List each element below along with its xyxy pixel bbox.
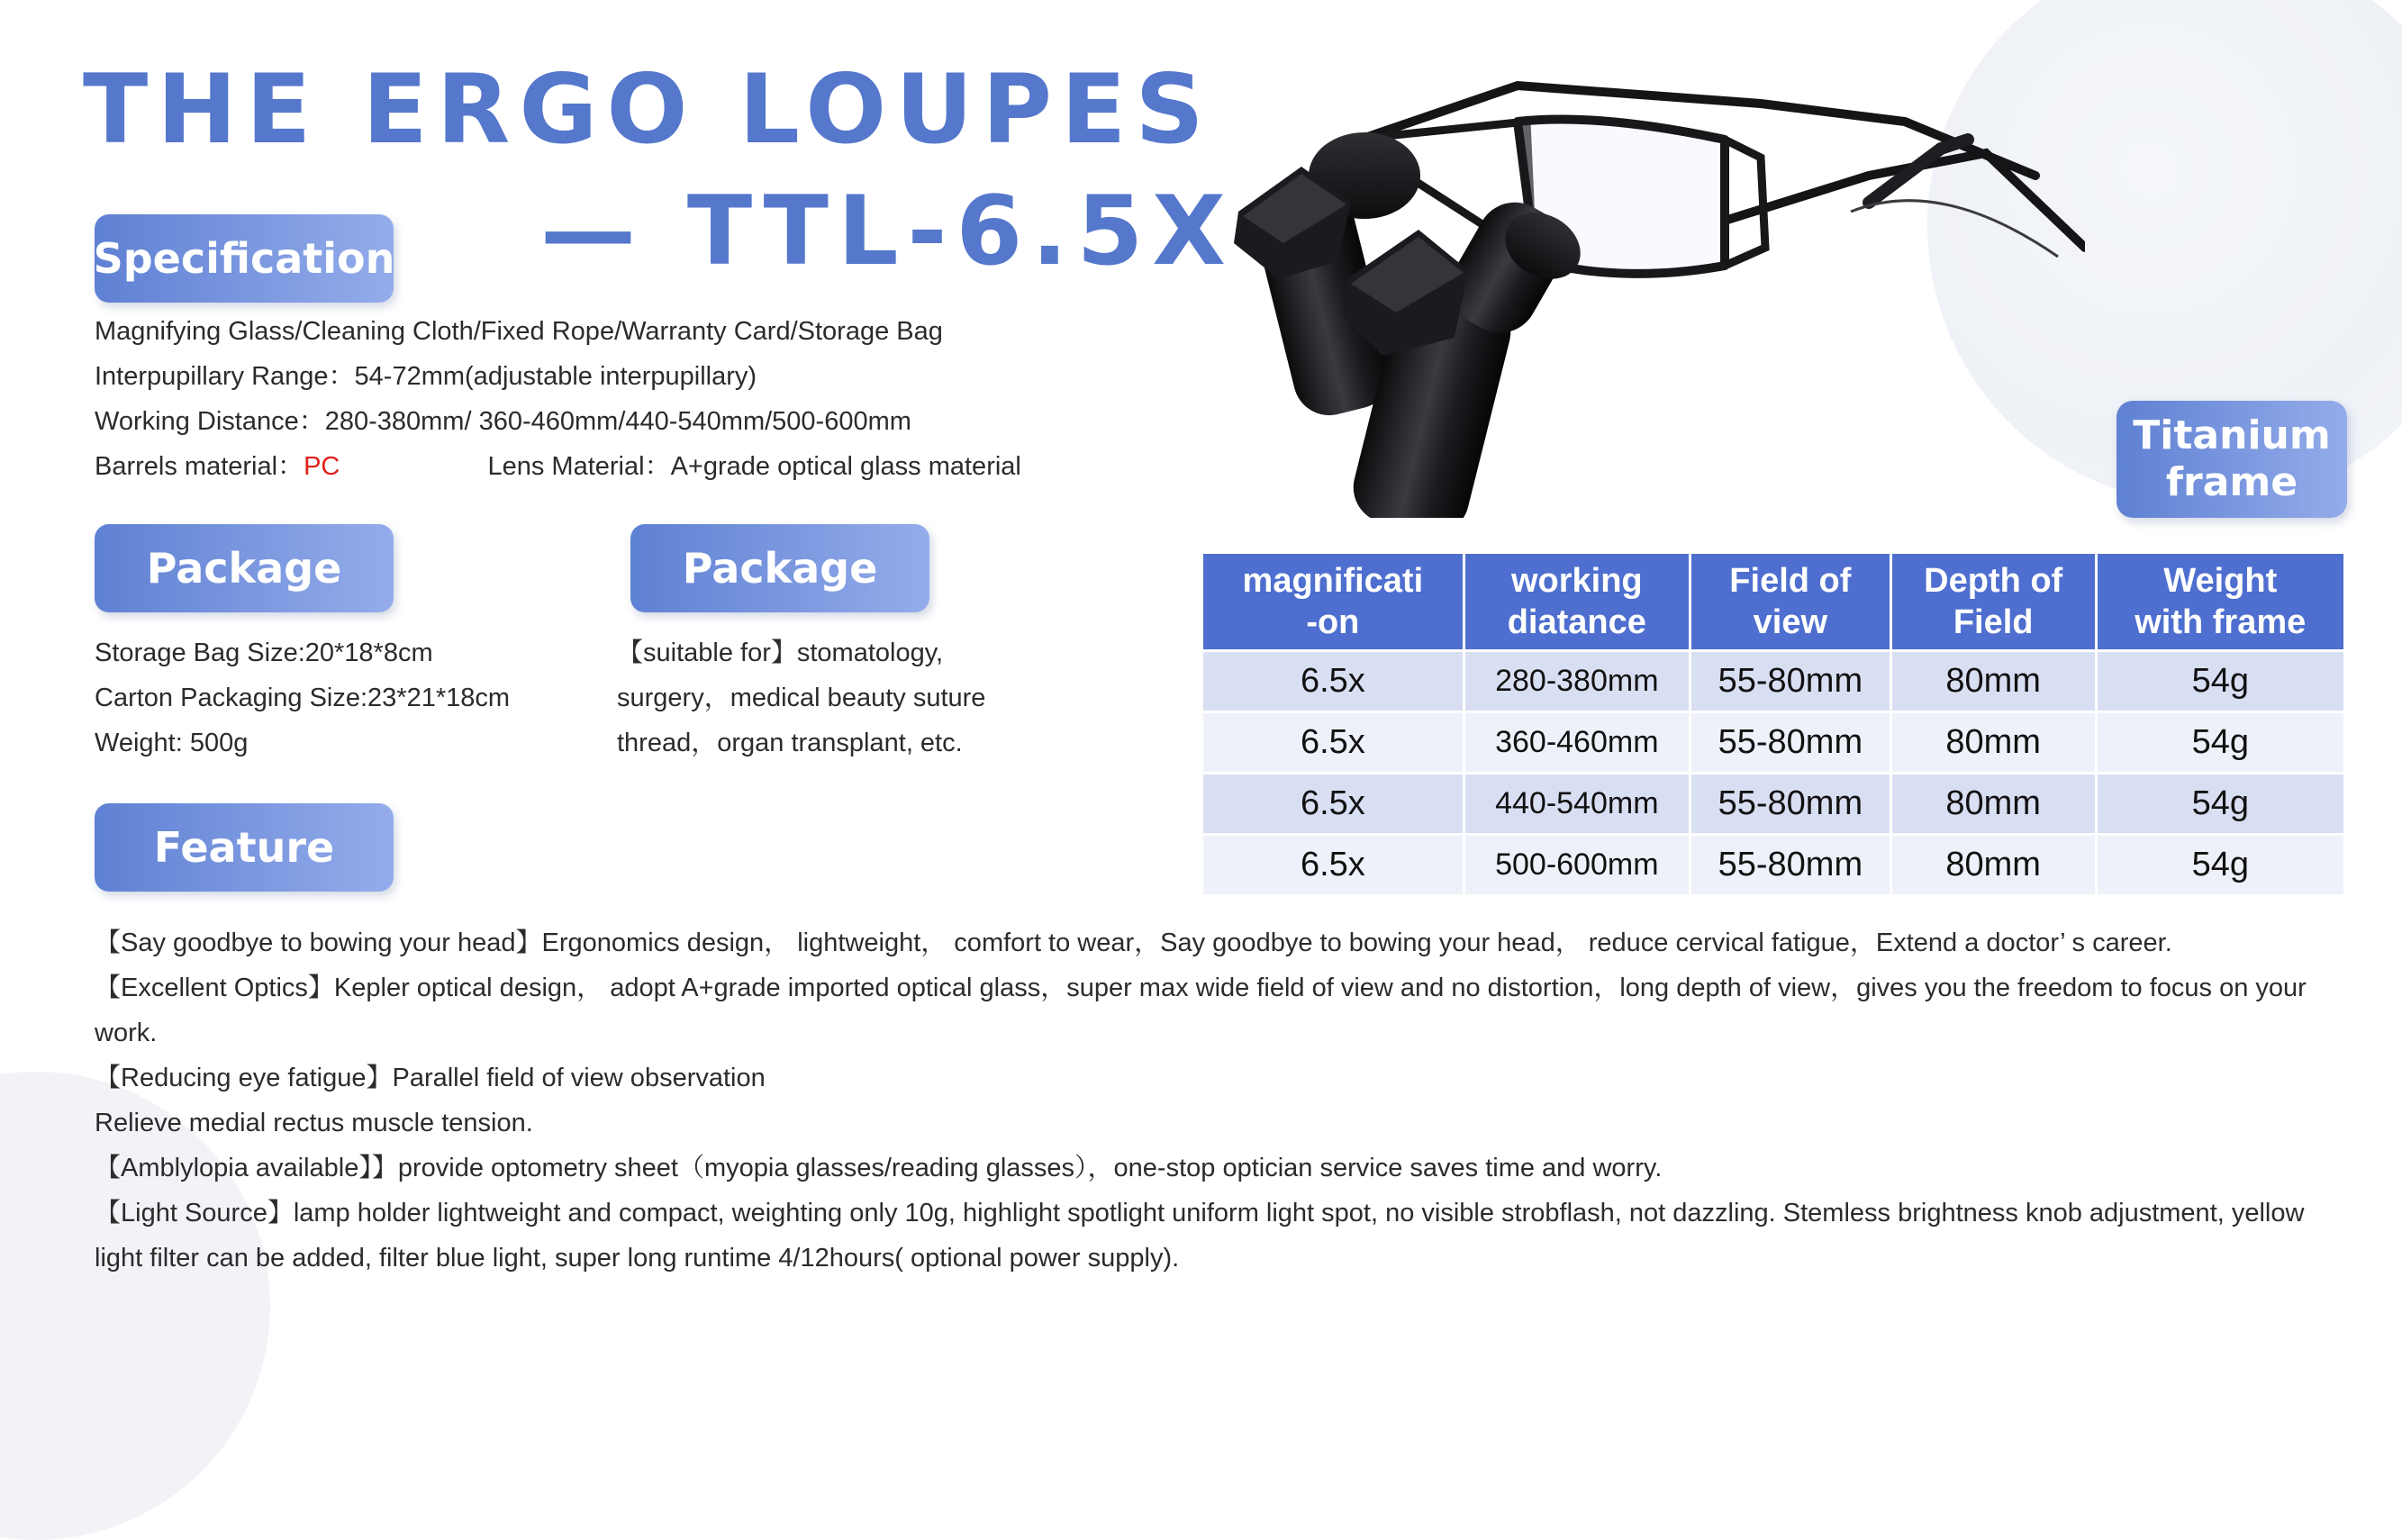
header-weight bbox=[2098, 554, 2343, 649]
barrels-value: PC bbox=[304, 452, 340, 481]
application-line: 【suitable for】stomatology, bbox=[617, 639, 944, 667]
feature-heading: Feature bbox=[95, 803, 394, 892]
cell-magnification: 6.5x bbox=[1203, 775, 1463, 833]
spec-line-materials bbox=[95, 444, 1021, 489]
package-line: Storage Bag Size:20*18*8cm bbox=[95, 639, 433, 667]
spec-line-interpupillary: Interpupillary Range：54-72mm(adjustable interpupillary) bbox=[95, 362, 757, 391]
cell-field-of-view: 55-80mm bbox=[1691, 713, 1890, 772]
feature-item: Relieve medial rectus muscle tension. bbox=[95, 1109, 533, 1137]
lens-material: Lens Material：A+grade optical glass material bbox=[487, 452, 1021, 481]
cell-weight: 54g bbox=[2098, 713, 2343, 772]
header-text: Depth of bbox=[1924, 562, 2063, 600]
cell-magnification: 6.5x bbox=[1203, 836, 1463, 894]
table-header-row bbox=[1203, 554, 2343, 649]
package-left-text bbox=[95, 630, 510, 765]
cell-weight: 54g bbox=[2098, 775, 2343, 833]
cell-depth-of-field: 80mm bbox=[1892, 652, 2095, 711]
header-text: view bbox=[1753, 603, 1828, 641]
cell-working-distance: 360-460mm bbox=[1465, 713, 1689, 772]
table-row bbox=[1203, 775, 2343, 833]
package-line: Weight: 500g bbox=[95, 729, 249, 757]
page-title-line1: THE ERGO LOUPES bbox=[83, 54, 1213, 165]
cell-field-of-view: 55-80mm bbox=[1691, 652, 1890, 711]
feature-item: 【Excellent Optics】Kepler optical design， adopt A+grade imported optical glass，super max wide field of view and no distortion，long depth of view，gives you the freedom to focus on your work. bbox=[95, 974, 2307, 1047]
header-text: Field bbox=[1953, 603, 2034, 641]
header-text: -on bbox=[1306, 603, 1360, 641]
specification-text bbox=[95, 309, 1021, 489]
titanium-line2: frame bbox=[2165, 459, 2298, 505]
spec-line-working-distance: Working Distance：280-380mm/ 360-460mm/440-540mm/500-600mm bbox=[95, 407, 911, 436]
header-text: diatance bbox=[1507, 603, 1646, 641]
feature-item: 【Reducing eye fatigue】Parallel field of view observation bbox=[95, 1064, 766, 1092]
header-field-of-view bbox=[1691, 554, 1890, 649]
header-text: magnificati bbox=[1242, 562, 1424, 600]
header-magnification bbox=[1203, 554, 1463, 649]
cell-working-distance: 500-600mm bbox=[1465, 836, 1689, 894]
cell-working-distance: 280-380mm bbox=[1465, 652, 1689, 711]
cell-depth-of-field: 80mm bbox=[1892, 775, 2095, 833]
specification-heading: Specification bbox=[95, 214, 394, 303]
feature-list bbox=[95, 920, 2355, 1281]
package-right-text bbox=[617, 630, 985, 765]
titanium-line1: Titanium bbox=[2133, 412, 2331, 458]
cell-magnification: 6.5x bbox=[1203, 652, 1463, 711]
specifications-table bbox=[1201, 551, 2346, 897]
header-text: with frame bbox=[2135, 603, 2307, 641]
barrels-label: Barrels material： bbox=[95, 452, 304, 481]
feature-item: 【Light Source】lamp holder lightweight and compact, weighting only 10g, highlight spotlight uniform light spot, no visible strobflash, not dazzling. Stemless brightness knob adjustment, yellow light filter can be added, filter blue light, super long runtime 4/12hours( optional power supply). bbox=[95, 1199, 2305, 1273]
cell-magnification: 6.5x bbox=[1203, 713, 1463, 772]
header-working-distance bbox=[1465, 554, 1689, 649]
application-line: surgery，medical beauty suture bbox=[617, 684, 986, 712]
package-heading-left: Package bbox=[95, 524, 394, 612]
application-line: thread，organ transplant, etc. bbox=[617, 729, 963, 757]
feature-item: 【Say goodbye to bowing your head】Ergonomics design， lightweight， comfort to wear，Say goodbye to bowing your head， reduce cervical fatigue，Extend a doctor’ s career. bbox=[95, 929, 2172, 957]
table-row bbox=[1203, 713, 2343, 772]
table-row bbox=[1203, 652, 2343, 711]
header-text: working bbox=[1510, 562, 1643, 600]
spec-line-contents: Magnifying Glass/Cleaning Cloth/Fixed Rope/Warranty Card/Storage Bag bbox=[95, 317, 943, 346]
header-text: Weight bbox=[2163, 562, 2278, 600]
table-row bbox=[1203, 836, 2343, 894]
page-title-line2: — TTL-6.5X bbox=[540, 176, 1235, 286]
cell-weight: 54g bbox=[2098, 652, 2343, 711]
cell-weight: 54g bbox=[2098, 836, 2343, 894]
cell-field-of-view: 55-80mm bbox=[1691, 836, 1890, 894]
header-text: Field of bbox=[1729, 562, 1852, 600]
titanium-frame-label bbox=[2116, 401, 2347, 518]
feature-item: 【Amblylopia available】】provide optometry sheet（myopia glasses/reading glasses），one-stop optician service saves time and worry. bbox=[95, 1154, 1663, 1182]
package-heading-right: Package bbox=[630, 524, 929, 612]
cell-depth-of-field: 80mm bbox=[1892, 713, 2095, 772]
cell-depth-of-field: 80mm bbox=[1892, 836, 2095, 894]
header-depth-of-field bbox=[1892, 554, 2095, 649]
cell-working-distance: 440-540mm bbox=[1465, 775, 1689, 833]
package-line: Carton Packaging Size:23*21*18cm bbox=[95, 684, 511, 712]
loupes-product-image bbox=[1220, 68, 2085, 518]
cell-field-of-view: 55-80mm bbox=[1691, 775, 1890, 833]
